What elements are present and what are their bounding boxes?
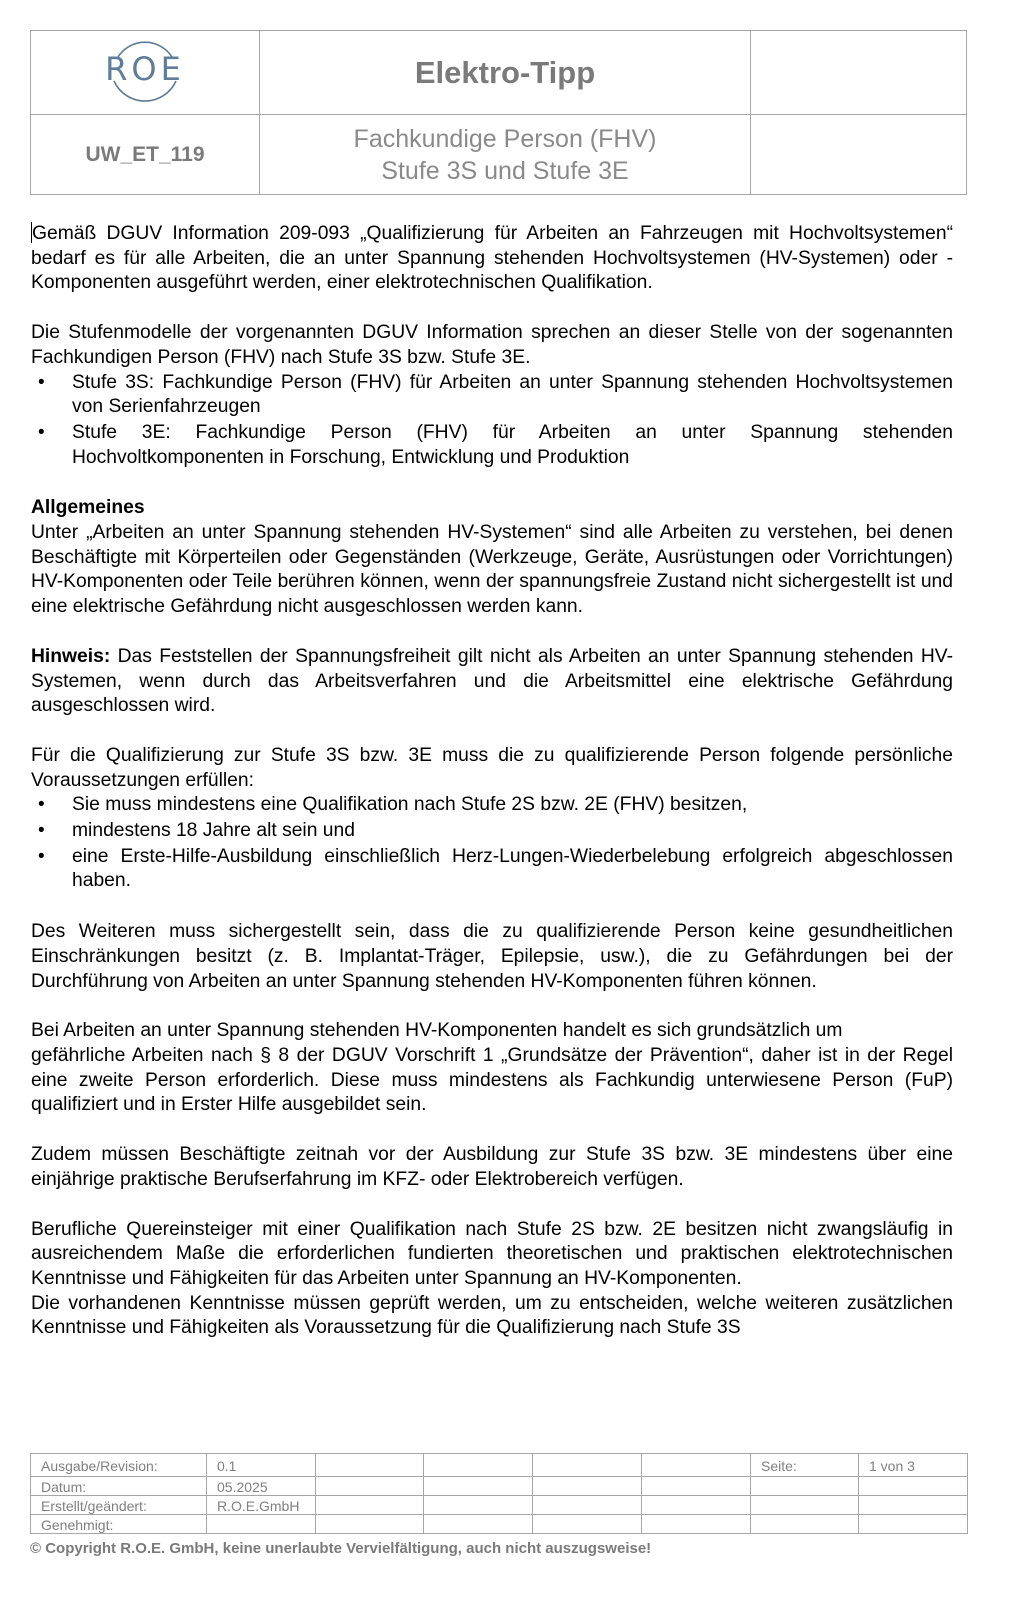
doc-id-cell [31,115,260,195]
document-body [31,222,953,1341]
paragraph-intro: Gemäß DGUV Information 209-093 „Qualifizierung für Arbeiten an Fahrzeugen mit Hochvoltsystemen“ bedarf es für alle Arbeiten, die an unter Spannung stehenden Hochvoltsystemen (HV-Systemen) oder -Komponenten ausgeführt werden, einer elektrotechnischen Qualifikation. [31,223,953,294]
roe-logo [100,31,190,109]
paragraph-gefaehrliche-arbeiten: gefährliche Arbeiten nach § 8 der DGUV Vorschrift 1 „Grundsätze der Prävention“, daher ist in der Regel eine zweite Person erforderlich. Diese muss mindestens als Fachkundig unterwiesene Person (FuP) qualifiziert und in Erster Hilfe ausgebildet sein. [31,1044,953,1116]
hinweis-label: Hinweis: [31,645,111,667]
doc-title: Elektro-Tipp [414,54,596,90]
document-header-table [30,30,967,195]
datum-label: Datum: [31,1477,207,1496]
seite-value: 1 von 3 [859,1454,968,1477]
stufen-list [31,371,953,471]
seite-label: Seite: [751,1454,859,1477]
doc-id: UW_ET_119 [85,142,205,166]
list-item: • Stufe 3E: Fachkundige Person (FHV) für Arbeiten an unter Spannung stehenden Hochvoltkomponenten in Forschung, Entwicklung und Produktion [31,421,953,470]
header-empty-cell-bottom [751,115,967,195]
logo-text: ROE [105,50,185,88]
list-item: • eine Erste-Hilfe-Ausbildung einschließlich Herz-Lungen-Wiederbelebung erfolgreich abgeschlossen haben. [31,845,953,894]
ausgabe-value: 0.1 [207,1454,316,1477]
doc-title-cell [260,31,751,115]
copyright-notice: © Copyright R.O.E. GmbH, keine unerlaubte Vervielfältigung, auch nicht auszugsweise! [30,1540,652,1557]
datum-value: 05.2025 [207,1477,316,1496]
header-empty-cell-top [751,31,967,115]
subtitle-cell [260,115,751,195]
list-item: • Sie muss mindestens eine Qualifikation nach Stufe 2S bzw. 2E (FHV) besitzen, [31,793,953,818]
list-item: • mindestens 18 Jahre alt sein und [31,819,953,844]
paragraph-berufserfahrung: Zudem müssen Beschäftigte zeitnah vor der Ausbildung zur Stufe 3S bzw. 3E mindestens über eine einjährige praktische Berufserfahrung im KFZ- oder Elektrobereich verfügen. [31,1144,953,1190]
voraussetzungen-list [31,793,953,894]
heading-allgemeines: Allgemeines [31,497,145,519]
paragraph-gefaehrliche-arbeiten-line1: Bei Arbeiten an unter Spannung stehenden HV-Komponenten handelt es sich grundsätzlich um [31,1020,843,1042]
logo-cell [31,31,260,115]
list-item: • Stufe 3S: Fachkundige Person (FHV) für Arbeiten an unter Spannung stehenden Hochvoltsystemen von Serienfahrzeugen [31,371,953,420]
ausgabe-label: Ausgabe/Revision: [31,1454,207,1477]
document-footer-table [30,1453,968,1534]
paragraph-gesundheit: Des Weiteren muss sichergestellt sein, dass die zu qualifizierende Person keine gesundheitlichen Einschränkungen besitzt (z. B. Implantat-Träger, Epilepsie, usw.), die zu Gefährdungen bei der Durchführung von Arbeiten an unter Spannung stehenden HV-Komponenten führen können. [31,921,953,992]
hinweis-text: Das Feststellen der Spannungsfreiheit gilt nicht als Arbeiten an unter Spannung stehenden HV-Systemen, wenn durch das Arbeitsverfahren und die Arbeitsmittel eine elektrische Gefährdung ausgeschlossen wird. [31,645,953,717]
erstellt-value: R.O.E.GmbH [207,1496,316,1515]
subtitle-line-2: Stufe 3S und Stufe 3E [381,156,629,185]
paragraph-allgemeines: Unter „Arbeiten an unter Spannung stehenden HV-Systemen“ sind alle Arbeiten zu verstehen, bei denen Beschäftigte mit Körperteilen oder Gegenständen (Werkzeuge, Geräte, Ausrüstungen oder Vorrichtungen) HV-Komponenten oder Teile berühren können, wenn der spannungsfreie Zustand nicht sichergestellt ist und eine elektrische Gefährdung nicht ausgeschlossen werden kann. [31,522,953,618]
erstellt-label: Erstellt/geändert: [31,1496,207,1515]
paragraph-stufenmodelle: Die Stufenmodelle der vorgenannten DGUV Information sprechen an dieser Stelle von der sogenannten Fachkundigen Person (FHV) nach Stufe 3S bzw. Stufe 3E. [31,322,953,368]
paragraph-quereinsteiger: Berufliche Quereinsteiger mit einer Qualifikation nach Stufe 2S bzw. 2E besitzen nicht zwangsläufig in ausreichendem Maße die erforderlichen fundierten theoretischen und praktischen elektrotechnischen Kenntnisse und Fähigkeiten für das Arbeiten unter Spannung an HV-Komponenten. [31,1218,953,1289]
paragraph-voraussetzungen: Für die Qualifizierung zur Stufe 3S bzw. 3E muss die zu qualifizierende Person folgende persönliche Voraussetzungen erfüllen: [31,744,953,791]
paragraph-kenntnisse: Die vorhandenen Kenntnisse müssen geprüft werden, um zu entscheiden, welche weiteren zusätzlichen Kenntnisse und Fähigkeiten als Voraussetzung für die Qualifizierung nach Stufe 3S [31,1292,953,1339]
paragraph-hinweis [31,645,953,719]
genehmigt-label: Genehmigt: [31,1515,207,1534]
subtitle-line-1: Fachkundige Person (FHV) [353,124,657,153]
